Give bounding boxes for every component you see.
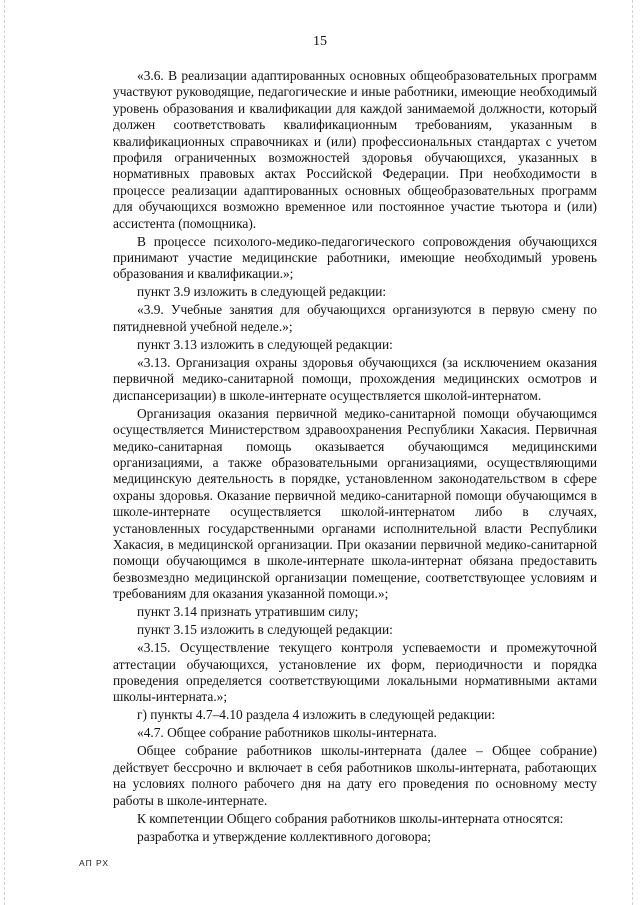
page-edge-left [4,0,5,905]
paragraph-item-3-15-intro: пункт 3.15 изложить в следующей редакции: [137,622,393,638]
paragraph-competence: К компетенции Общего собрания работников школы-интерната относятся: [137,810,564,826]
footer-mark: АП РХ [79,858,110,868]
paragraph-4-7: «4.7. Общее собрание работников школы-интерната. [137,725,437,741]
paragraph-item-3-14: пункт 3.14 признать утратившим силу; [137,604,359,620]
paragraph-item-3-13-intro: пункт 3.13 изложить в следующей редакции: [137,336,393,352]
paragraph-collective-agreement: разработка и утверждение коллективного договора; [137,828,431,844]
paragraph-support: В процессе психолого-медико-педагогического сопровождения обучающихся принимают участие медицинские работники, имеющие необходимый уровень образования и квалификации.»; [113,233,597,282]
paragraph-medical-care: Организация оказания первичной медико-санитарной помощи обучающимся осуществляется Министерством здравоохранения Республики Хакасия. Первичная медико-санитарная помощь оказывается обучающимся медицинскими организациями, а также образовательными организациями, осуществляющими медицинскую деятельность в порядке, установленном законодательством в сфере охраны здоровья. Оказание первичной медико-санитарной помощи обучающимся в школе-интернате осуществляется школой-интернатом либо в случаях, установленных государственными органами исполнительной власти Республики Хакасия, в медицинской организации. При оказании первичной медико-санитарной помощи обучающимся в школе-интернате школа-интернат обязана предоставить безвозмездно медицинской организации помещение, соответствующее условиям и требованиям для оказания указанной помощи.»; [113,405,597,602]
paragraph-general-meeting: Общее собрание работников школы-интерната (далее – Общее собрание) действует бессрочно и включает в себя работников школы-интерната, работающих на условиях полного рабочего дня на дату его проведения по основному месту работы в школе-интернате. [113,743,597,808]
paragraph-3-13: «3.13. Организация охраны здоровья обучающихся (за исключением оказания первичной медико-санитарной помощи, прохождения медицинских осмотров и диспансеризации) в школе-интернате осуществляется школой-интернатом. [113,354,597,403]
paragraph-3-6: «3.6. В реализации адаптированных основных общеобразовательных программ участвуют руководящие, педагогические и иные работники, имеющие необходимый уровень образования и квалификации для каждой занимаемой должности, который должен соответствовать квалификационным требованиям, указанным в квалификационных справочниках и (или) профессиональных стандартах с учетом профиля ограниченных возможностей здоровья обучающихся, указанных в нормативных правовых актах Российской Федерации. При необходимости в процессе реализации адаптированных основных общеобразовательных программ для обучающихся возможно временное или постоянное участие тьютора и (или) ассистента (помощника). [113,68,597,231]
page-number: 15 [313,34,327,49]
page-edge-right [632,0,633,905]
document-body [113,68,597,847]
paragraph-3-15: «3.15. Осуществление текущего контроля успеваемости и промежуточной аттестации обучающихся, установление их форм, периодичности и порядка проведения определяется соответствующими локальными нормативными актами школы-интерната.»; [113,640,597,705]
paragraph-items-4-7-4-10: г) пункты 4.7–4.10 раздела 4 изложить в следующей редакции: [137,707,496,723]
paragraph-item-3-9-intro: пункт 3.9 изложить в следующей редакции: [137,284,387,300]
paragraph-3-9: «3.9. Учебные занятия для обучающихся организуются в первую смену по пятидневной учебной неделе.»; [113,302,597,334]
